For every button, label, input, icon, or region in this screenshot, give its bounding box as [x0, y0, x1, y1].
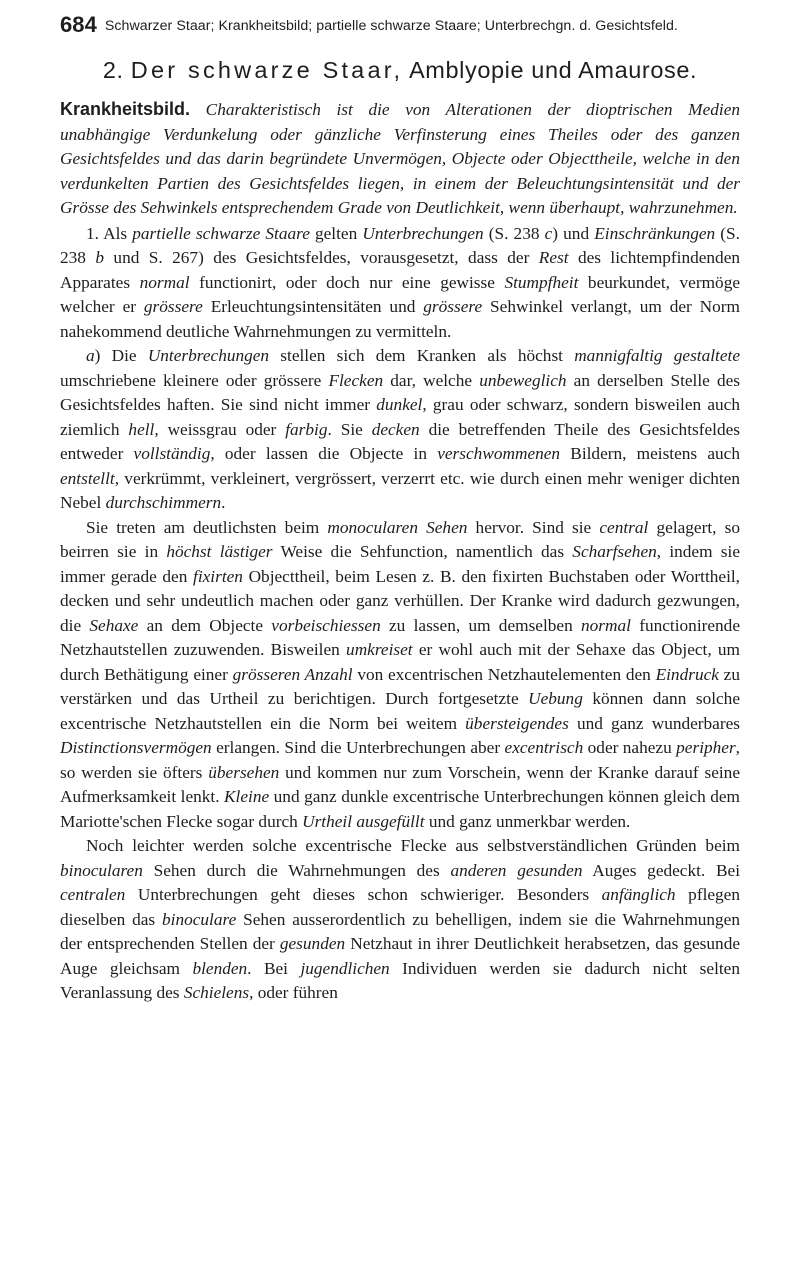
text-run: Individuen werden sie dadurch nicht selten Veranlassung des: [60, 958, 740, 1002]
text-run: functionirende Netzhautstellen zuzuwenden. Bisweilen: [60, 615, 740, 659]
running-head-text: Schwarzer Staar; Krankheitsbild; partielle schwarze Staare; Unterbrechgn. d. Gesichtsfeld.: [104, 18, 678, 34]
italic-run: Einschränkungen: [594, 223, 716, 243]
italic-run: anderen gesunden: [450, 860, 583, 880]
text-run: er wohl auch mit der Sehaxe das Object, um durch Bethätigung einer: [60, 640, 740, 684]
body-text: [60, 97, 740, 1006]
italic-run: Scharfsehen: [572, 542, 657, 561]
italic-run: entstellt: [60, 468, 115, 488]
text-run: zu verstärken und das Urtheil zu berichtigen. Durch fortgesetzte: [60, 664, 740, 708]
italic-run: Schielens: [183, 983, 250, 1002]
italic-run: übersehen: [208, 762, 280, 782]
paragraph-c: [60, 834, 740, 1006]
italic-run: hell: [128, 419, 155, 439]
text-run: des lichtempfindenden Apparates: [60, 248, 740, 292]
text-run: , verkrümmt, verkleinert, vergrössert, verzerrt etc. wie durch einen mehr weniger dichten Nebel: [60, 468, 740, 512]
text-run: , grau oder schwarz, sondern bisweilen auch ziemlich: [60, 395, 740, 439]
text-run: hervor. Sind sie: [467, 517, 600, 537]
page-number: 684: [60, 12, 97, 37]
text-run: , weissgrau oder: [154, 419, 286, 439]
text-run: Erleuchtungsintensitäten und: [202, 297, 424, 316]
italic-run: grössere: [423, 297, 483, 316]
text-run: , oder lassen die Objecte in: [210, 444, 438, 463]
italic-run: Eindruck: [655, 664, 719, 684]
paragraph-1: [60, 222, 740, 345]
text-run: pflegen dieselben das: [60, 885, 740, 929]
text-run: gelten: [309, 223, 363, 243]
italic-run: durchschimmern: [105, 493, 222, 512]
italic-run: a: [86, 346, 95, 365]
text-run: können dann solche excentrische Netzhautstellen ein die Norm bei weitem: [60, 689, 740, 733]
text-run: gelagert, so beirren sie in: [60, 517, 740, 561]
italic-run: vollständig: [133, 444, 211, 463]
italic-run: binoculare: [162, 909, 237, 929]
text-run: an dem Objecte: [138, 615, 272, 635]
text-run: Sehen ausserordentlich zu behelligen, indem sie die Wahrnehmungen der entsprechenden Stellen der: [60, 909, 740, 953]
italic-run: grösseren Anzahl: [232, 664, 353, 684]
text-run: stellen sich dem Kranken als höchst: [269, 346, 575, 365]
italic-run: Urtheil ausgefüllt: [302, 811, 425, 831]
text-run: von excentrischen Netzhautelementen den: [352, 664, 656, 684]
italic-run: decken: [371, 419, 420, 439]
text-run: umschriebene kleinere oder grössere: [60, 370, 329, 390]
italic-run: fixirten: [193, 566, 243, 586]
text-run: und ganz dunkle excentrische Unterbrechungen können gleich dem Mariotte'schen Flecke sogar durch: [60, 787, 740, 831]
text-run: Unterbrechungen geht dieses schon schwieriger. Besonders: [125, 885, 602, 904]
italic-run: jugendlichen: [300, 958, 390, 978]
text-run: erlangen. Sind die Unterbrechungen aber: [211, 738, 505, 757]
italic-run: blenden: [192, 958, 248, 978]
text-run: , so werden sie öfters: [60, 738, 740, 782]
text-run: 1. Als: [86, 223, 133, 243]
italic-run: anfänglich: [601, 885, 676, 904]
text-run: , oder führen: [249, 983, 338, 1002]
text-run: (S. 238: [483, 223, 545, 243]
italic-run: mannigfaltig gestaltete: [574, 346, 740, 365]
italic-run: Uebung: [528, 689, 583, 708]
italic-run: dunkel: [376, 395, 423, 414]
italic-run: Sehaxe: [89, 615, 139, 635]
italic-run: centralen: [60, 885, 126, 904]
running-head: [60, 12, 740, 38]
text-run: Noch leichter werden solche excentrische Flecke aus selbstverständlichen Gründen beim: [86, 836, 740, 855]
italic-run: partielle schwarze Staare: [132, 223, 310, 243]
text-run: Sie treten am deutlichsten beim: [86, 517, 328, 537]
italic-run: Unterbrechungen: [362, 223, 484, 243]
text-run: Auges gedeckt. Bei: [582, 860, 740, 880]
italic-run: Stumpfheit: [504, 272, 579, 292]
run-in-heading: Krankheitsbild.: [60, 99, 191, 119]
text-run: und ganz unmerkbar werden.: [424, 811, 631, 831]
paragraph-b: [60, 516, 740, 835]
text-run: Netzhaut in ihrer Deutlichkeit herabsetzen, das gesunde Auge gleichsam: [60, 934, 741, 978]
italic-run: peripher: [676, 738, 736, 757]
text-run: dar, welche: [383, 370, 480, 390]
italic-run: Distinctionsvermögen: [60, 738, 212, 757]
text-run: functionirt, oder doch nur eine gewisse: [189, 272, 505, 292]
text-run: .: [221, 493, 226, 512]
text-run: und ganz wunderbares: [568, 713, 740, 733]
italic-run: Charakteristisch ist die von Alterationen der dioptrischen Medien unabhängige Verdunkelung oder gänzliche Verfinsterung eines Theiles oder des ganzen Gesichtsfeldes und das darin begründete Unvermögen, Objecte oder Objecttheile, welche in den verdunkelten Partien des Gesichtsfeldes liegen, in einem der Beleuchtungsintensität und der Grösse des Sehwinkels entsprechendem Grade von Deutlichkeit, wenn überhaupt, wahrzunehmen.: [60, 100, 741, 217]
italic-run: Unterbrechungen: [147, 346, 270, 365]
italic-run: übersteigendes: [465, 713, 569, 733]
text-run: . Sie: [327, 419, 372, 439]
italic-run: gesunden: [279, 934, 346, 953]
italic-run: b: [95, 248, 104, 267]
section-title-rest: Amblyopie und Amaurose.: [409, 57, 698, 83]
italic-run: excentrisch: [504, 738, 584, 757]
italic-run: umkreiset: [346, 640, 413, 659]
italic-run: central: [599, 517, 649, 537]
text-run: [190, 100, 206, 119]
text-run: (S. 238: [60, 223, 740, 267]
italic-run: monocularen Sehen: [327, 517, 468, 537]
text-run: Sehwinkel verlangt, um der Norm nahekommend deutliche Wahrnehmungen zu vermitteln.: [60, 297, 740, 341]
italic-run: Flecken: [328, 370, 384, 390]
section-title-spaced: Der schwarze Staar,: [130, 57, 404, 83]
text-run: Weise die Sehfunction, namentlich das: [272, 542, 573, 561]
text-run: Objecttheil, beim Lesen z. B. den fixirten Buchstaben oder Worttheil, decken und sehr undeutlich machen oder ganz verhüllen. Der Kranke wird dadurch gezwungen, die: [60, 566, 741, 635]
italic-run: vorbeischiessen: [271, 615, 381, 635]
paragraph-krankheitsbild: [60, 97, 740, 221]
italic-run: Kleine: [224, 787, 270, 806]
paragraph-a: [60, 344, 740, 516]
text-run: ) Die: [94, 346, 148, 365]
text-run: Sehen durch die Wahrnehmungen des: [142, 860, 451, 880]
italic-run: farbig: [285, 419, 328, 439]
italic-run: binocularen: [60, 860, 143, 880]
text-run: oder nahezu: [583, 738, 677, 757]
text-run: an derselben Stelle des Gesichtsfeldes haften. Sie sind nicht immer: [60, 370, 740, 414]
italic-run: verschwommenen: [437, 444, 561, 463]
text-run: beurkundet, vermöge welcher er: [60, 272, 741, 316]
text-run: . Bei: [247, 958, 301, 978]
text-run: und S. 267) des Gesichtsfeldes, vorausgesetzt, dass der: [104, 248, 539, 267]
italic-run: grössere: [143, 297, 203, 316]
text-run: und kommen nur zum Vorschein, wenn der Kranke darauf seine Aufmerksamkeit lenkt.: [60, 762, 740, 806]
italic-run: normal: [139, 272, 190, 292]
text-run: ) und: [552, 223, 595, 243]
italic-run: unbeweglich: [479, 370, 567, 390]
section-title: [60, 57, 740, 84]
italic-run: normal: [581, 615, 631, 635]
text-run: die betreffenden Theile des Gesichtsfeldes entweder: [60, 419, 740, 463]
italic-run: Rest: [538, 248, 569, 267]
text-run: Bildern, meistens auch: [560, 444, 740, 463]
text-run: zu lassen, um demselben: [380, 615, 581, 635]
section-number: 2.: [102, 57, 124, 83]
text-run: , indem sie immer gerade den: [60, 542, 740, 586]
italic-run: c: [544, 223, 553, 243]
italic-run: höchst lästiger: [166, 542, 273, 561]
